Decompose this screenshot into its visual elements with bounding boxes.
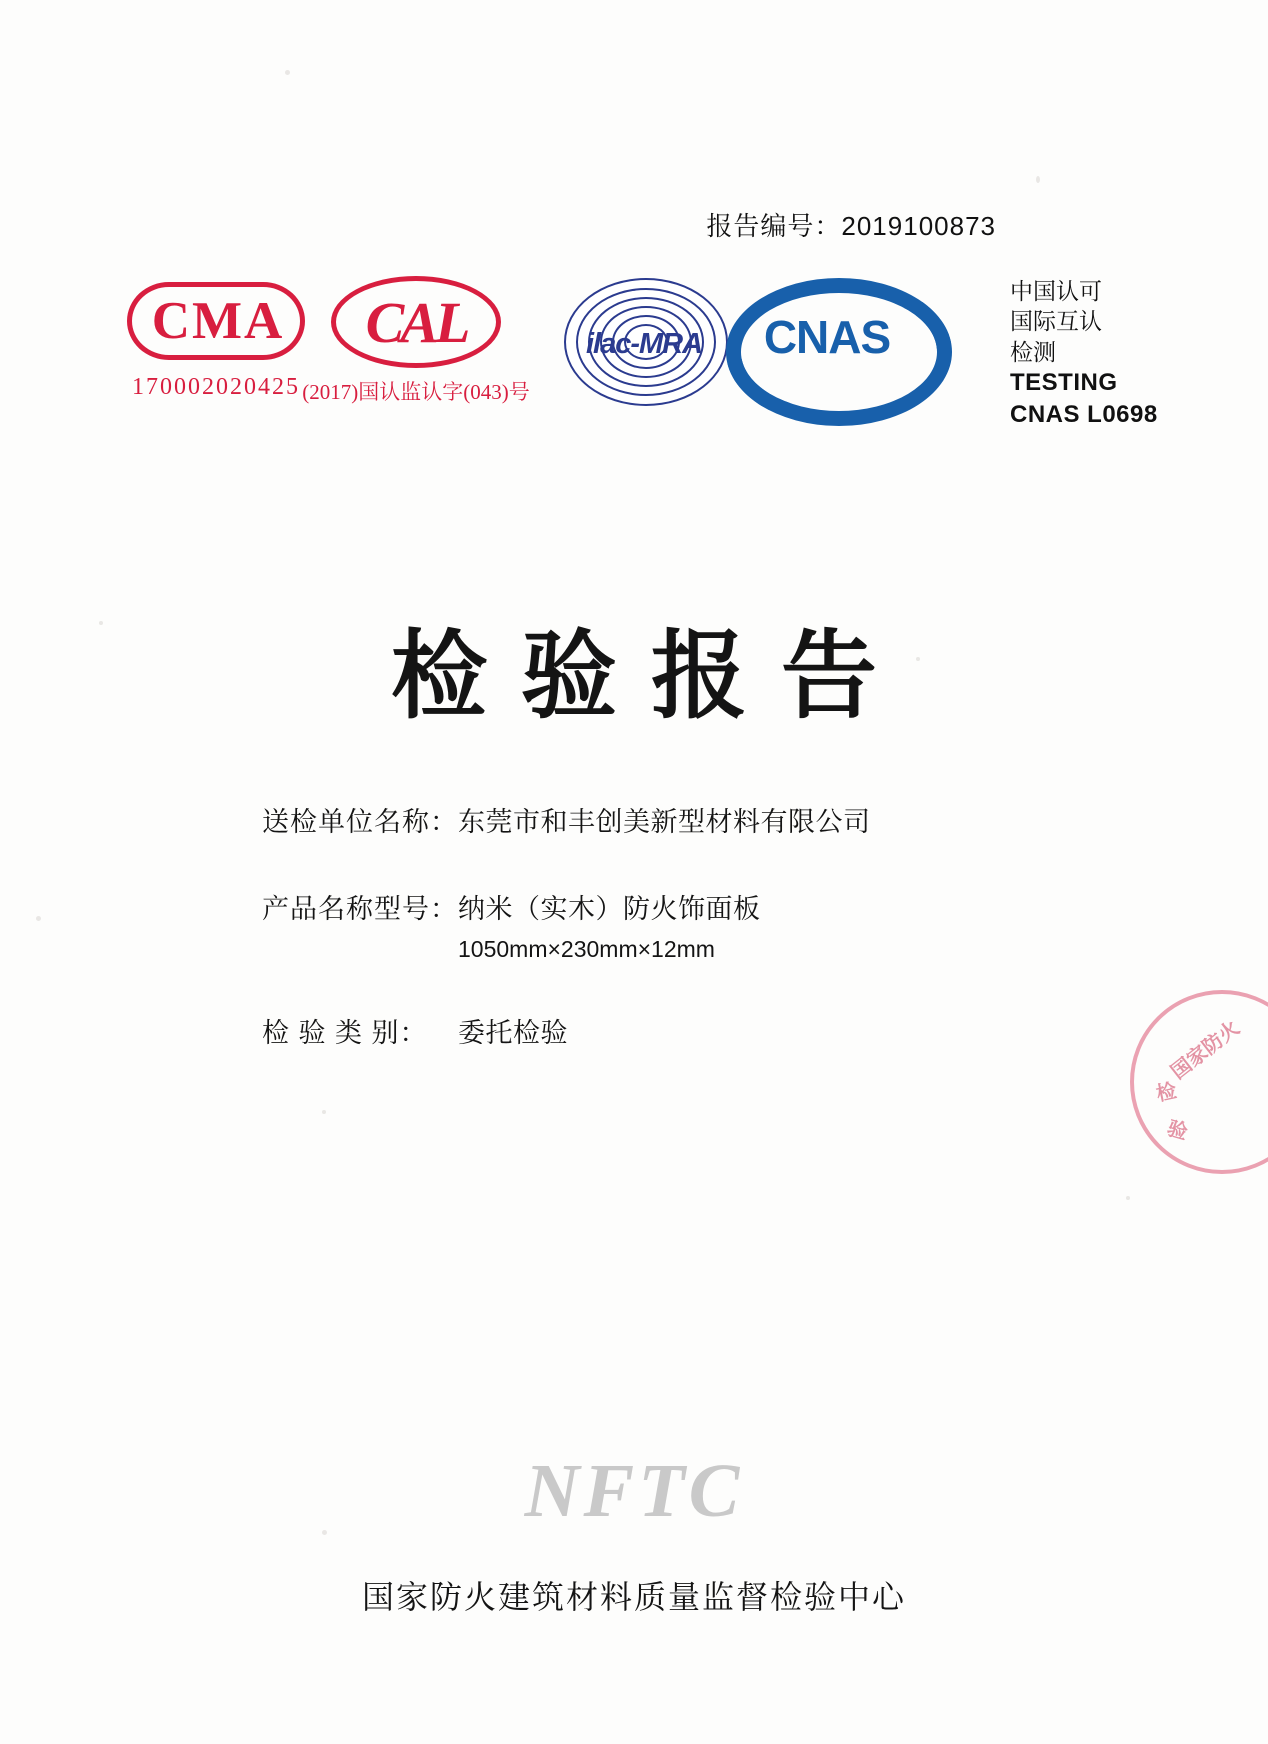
cnas-info-line-3: 检测	[1010, 338, 1056, 365]
field-row-category	[262, 1011, 1022, 1050]
cal-number: (2017)国认监认字(043)号	[302, 380, 530, 404]
cnas-info-line-5: CNAS L0698	[1010, 400, 1158, 428]
cal-mark-text: CAL	[365, 289, 467, 355]
cnas-info-line-4: TESTING	[1010, 369, 1118, 397]
field-value-product-name: 纳米（实木）防火饰面板	[458, 894, 761, 924]
paper-speck	[1126, 1196, 1130, 1200]
organization-name: 国家防火建筑材料质量监督检验中心	[361, 1579, 906, 1615]
field-label-applicant: 送检单位名称：	[262, 807, 458, 837]
field-value-product	[458, 887, 761, 963]
cnas-logo	[726, 274, 926, 404]
field-row-applicant	[262, 800, 1022, 839]
cnas-info-line-2: 国际互认	[1010, 308, 1102, 335]
cma-badge-icon	[127, 282, 305, 360]
official-seal-stamp	[1130, 990, 1268, 1174]
paper-speck	[1036, 176, 1040, 183]
page-title: 检验报告	[391, 620, 911, 732]
report-fields	[262, 800, 1022, 1098]
field-label-category: 检 验 类 别：	[262, 1018, 428, 1048]
seal-line-3: 验	[1164, 1117, 1190, 1145]
field-label-product: 产品名称型号：	[262, 894, 458, 924]
cnas-info-line-1: 中国认可	[1010, 278, 1102, 304]
ilac-mra-text: ilac-MRA	[585, 328, 703, 360]
cma-number: 170002020425	[132, 374, 300, 400]
accreditation-logo-strip	[0, 272, 1268, 442]
cnas-mark-text: CNAS	[763, 311, 891, 363]
field-value-applicant: 东莞市和丰创美新型材料有限公司	[458, 807, 871, 837]
cal-badge-icon	[331, 276, 501, 368]
cma-mark-text: CMA	[151, 292, 285, 350]
seal-line-2: 检	[1154, 1080, 1179, 1106]
nftc-watermark: NFTC	[524, 1449, 744, 1533]
paper-speck	[285, 70, 290, 75]
ilac-mra-logo	[556, 276, 736, 404]
report-number: 报告编号：2019100873	[706, 211, 996, 241]
cal-logo	[286, 276, 546, 406]
field-value-category: 委托检验	[458, 1018, 568, 1048]
field-value-product-size: 1050mm×230mm×12mm	[458, 936, 715, 962]
paper-speck	[322, 1110, 326, 1114]
field-row-product	[262, 887, 1022, 963]
cnas-info-block	[1010, 276, 1210, 430]
paper-speck	[36, 916, 41, 921]
seal-line-1: 国家防火	[1167, 1017, 1244, 1084]
